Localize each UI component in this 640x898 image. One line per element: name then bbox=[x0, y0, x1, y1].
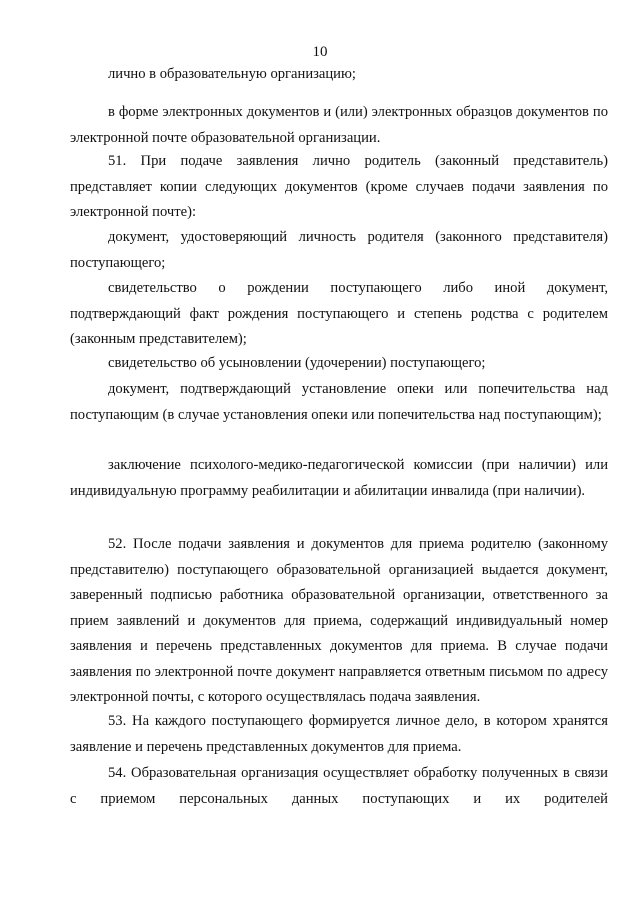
paragraph-53: 53. На каждого поступающего формируется личное дело, в котором хранятся заявление и перечень представленных документов для приема. bbox=[70, 713, 608, 755]
paragraph-birth-certificate: свидетельство о рождении поступающего либо иной документ, подтверждающий факт рождения поступающего и степень родства с родителем (законным представителем); bbox=[70, 280, 608, 347]
paragraph-guardianship: документ, подтверждающий установление опеки или попечительства над поступающим (в случае установления опеки или попечительства над поступающим); bbox=[70, 381, 608, 423]
paragraph-adoption-certificate: свидетельство об усыновлении (удочерении) поступающего; bbox=[108, 355, 486, 371]
paragraph-electronic-form: в форме электронных документов и (или) электронных образцов документов по электронной почте образовательной организации. bbox=[70, 104, 608, 146]
page-number: 10 bbox=[312, 44, 328, 60]
paragraph-in-person: лично в образовательную организацию; bbox=[108, 66, 356, 82]
paragraph-commission-conclusion: заключение психолого-медико-педагогической комиссии (при наличии) или индивидуальную программу реабилитации и абилитации инвалида (при наличии). bbox=[70, 457, 608, 499]
paragraph-identity-document: документ, удостоверяющий личность родителя (законного представителя) поступающего; bbox=[70, 229, 608, 271]
paragraph-54: 54. Образовательная организация осуществляет обработку полученных в связи с приемом персональных данных поступающих и их родителей bbox=[70, 765, 608, 807]
paragraph-52: 52. После подачи заявления и документов для приема родителю (законному представителю) поступающего образовательной организацией выдается документ, заверенный подписью работника образовательной организации, ответственного за прием заявлений и документов для приема, содержащий индивидуальный номер заявления и перечень представленных документов для приема. В случае подачи заявления по электронной почте документ направляется ответным письмом по адресу электронной почты, с которого осуществлялась подача заявления. bbox=[70, 536, 608, 705]
paragraph-51: 51. При подаче заявления лично родитель (законный представитель) представляет копии следующих документов (кроме случаев подачи заявления по электронной почте): bbox=[70, 153, 608, 220]
